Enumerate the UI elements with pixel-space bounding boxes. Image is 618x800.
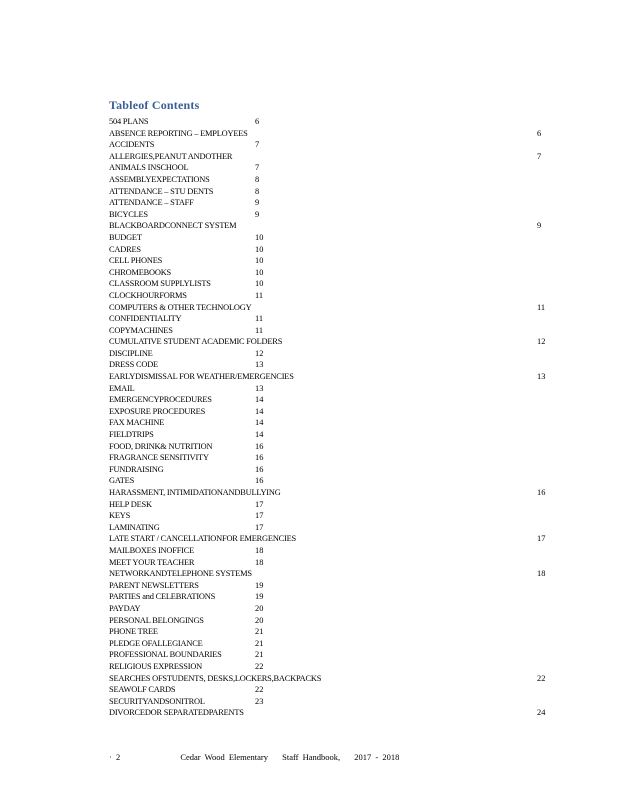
footer-years: 2017 - 2018 — [354, 752, 400, 762]
toc-entry[interactable] — [109, 568, 549, 580]
toc-entry-label: ATTENDANCE – STU DENTS — [109, 186, 214, 196]
toc-entry[interactable] — [109, 290, 549, 302]
toc-entry-label: MEET YOUR TEACHER — [109, 557, 195, 567]
toc-entry-page-number: 17 — [255, 511, 264, 521]
toc-entry-label: PHONE TREE — [109, 627, 158, 637]
toc-entry-page-number: 13 — [255, 383, 264, 393]
toc-entry-label: SEAWOLF CARDS — [109, 685, 176, 695]
toc-entry[interactable] — [109, 151, 549, 163]
toc-entry-page-number: 16 — [537, 488, 546, 497]
toc-entry[interactable] — [109, 464, 549, 476]
toc-entry-label: CONFIDENTIALITY — [109, 314, 182, 324]
toc-entry[interactable] — [109, 696, 549, 708]
toc-entry-page-number: 14 — [255, 418, 264, 428]
toc-entry[interactable] — [109, 406, 549, 418]
toc-entry-page-number: 22 — [255, 685, 264, 695]
toc-entry-label: FRAGRANCE SENSITIVITY — [109, 453, 209, 463]
toc-entry[interactable] — [109, 371, 549, 383]
toc-entry-label: ASSEMBLYEXPECTATIONS — [109, 174, 210, 184]
toc-entry-page-number: 19 — [255, 592, 264, 602]
toc-entry-label: MAILBOXES INOFFICE — [109, 545, 195, 555]
toc-entry-label: CUMULATIVE STUDENT ACADEMIC FOLDERS — [109, 337, 283, 347]
toc-entry-label: CHROMEBOOKS — [109, 267, 172, 277]
toc-entry-label: CLOCKHOURFORMS — [109, 290, 187, 300]
toc-entry-label: ABSENCE REPORTING – EMPLOYEES — [109, 128, 248, 138]
toc-entry[interactable] — [109, 302, 549, 314]
toc-entry[interactable] — [109, 336, 549, 348]
toc-entry-label: ATTENDANCE – STAFF — [109, 198, 194, 208]
toc-entry[interactable] — [109, 591, 549, 603]
toc-entry[interactable] — [109, 325, 549, 337]
toc-entry[interactable] — [109, 475, 549, 487]
toc-entry-label: FUNDRAISING — [109, 464, 164, 474]
toc-entry-label: DIVORCEDOR SEPARATEDPARENTS — [109, 708, 244, 718]
toc-entry-page-number: 10 — [255, 232, 264, 242]
toc-entry-page-number: 16 — [255, 453, 264, 463]
toc-entry-label: EARLYDISMISSAL FOR WEATHER/EMERGENCIES — [109, 372, 294, 382]
toc-entry-page-number: 9 — [537, 221, 542, 231]
toc-entry-label: EXPOSURE PROCEDURES — [109, 406, 206, 416]
toc-entry-label: LAMINATING — [109, 522, 160, 532]
toc-entry-page-number: 17 — [537, 534, 546, 544]
toc-list — [109, 116, 549, 719]
toc-entry[interactable] — [109, 441, 549, 453]
toc-entry-page-number: 13 — [537, 372, 546, 382]
toc-entry-page-number: 21 — [255, 627, 264, 637]
toc-entry[interactable] — [109, 649, 549, 661]
toc-entry-page-number: 18 — [537, 569, 546, 579]
toc-entry-page-number: 18 — [255, 545, 264, 555]
toc-entry-page-number: 9 — [255, 198, 260, 208]
toc-entry[interactable] — [109, 452, 549, 464]
toc-entry[interactable] — [109, 522, 549, 534]
toc-entry-label: LATE START / CANCELLATIONFOR EMERGENCIES — [109, 534, 297, 544]
toc-entry-page-number: 11 — [255, 290, 264, 300]
toc-entry-label: SECURITYANDSONITROL — [109, 696, 205, 706]
toc-entry[interactable] — [109, 533, 549, 545]
toc-entry[interactable] — [109, 580, 549, 592]
toc-entry-page-number: 10 — [255, 279, 264, 289]
toc-entry-page-number: 24 — [537, 708, 546, 718]
toc-entry-label: PROFESSIONAL BOUNDARIES — [109, 650, 222, 660]
toc-entry-page-number: 21 — [255, 638, 264, 648]
toc-entry-page-number: 17 — [255, 499, 264, 509]
toc-entry-page-number: 13 — [255, 360, 264, 370]
toc-entry-page-number: 8 — [255, 186, 260, 196]
toc-entry-page-number: 8 — [255, 174, 260, 184]
toc-entry-label: ANIMALS INSCHOOL — [109, 163, 189, 173]
toc-entry-page-number: 14 — [255, 430, 264, 440]
toc-entry[interactable] — [109, 244, 549, 256]
toc-entry[interactable] — [109, 232, 549, 244]
toc-entry-label: FAX MACHINE — [109, 418, 165, 428]
toc-entry[interactable] — [109, 359, 549, 371]
toc-entry[interactable] — [109, 128, 549, 140]
toc-entry-page-number: 11 — [255, 314, 264, 324]
toc-entry-page-number: 19 — [255, 580, 264, 590]
toc-entry-label: BUDGET — [109, 232, 142, 242]
toc-entry[interactable] — [109, 429, 549, 441]
toc-entry[interactable] — [109, 209, 549, 221]
toc-entry-label: CELL PHONES — [109, 256, 163, 266]
toc-entry-label: HARASSMENT, INTIMIDATIONANDBULLYING — [109, 488, 281, 497]
toc-entry-page-number: 10 — [255, 244, 264, 254]
toc-entry[interactable] — [109, 684, 549, 696]
toc-entry-label: EMAIL — [109, 383, 135, 393]
toc-entry-page-number: 14 — [255, 406, 264, 416]
toc-entry-label: COMPUTERS & OTHER TECHNOLOGY — [109, 302, 252, 312]
toc-entry-label: HELP DESK — [109, 499, 152, 509]
toc-entry-page-number: 11 — [255, 325, 264, 335]
toc-entry[interactable] — [109, 139, 549, 151]
toc-entry-page-number: 20 — [255, 615, 264, 625]
toc-entry[interactable] — [109, 499, 549, 511]
toc-entry[interactable] — [109, 162, 549, 174]
toc-entry-label: SEARCHES OFSTUDENTS, DESKS,LOCKERS,BACKPACKS — [109, 673, 322, 683]
toc-entry[interactable] — [109, 417, 549, 429]
toc-entry-label: ALLERGIES,PEANUT ANDOTHER — [109, 151, 233, 161]
toc-entry[interactable] — [109, 186, 549, 198]
toc-entry[interactable] — [109, 638, 549, 650]
toc-entry[interactable] — [109, 603, 549, 615]
toc-entry[interactable] — [109, 255, 549, 267]
footer-handbook-label: Staff Handbook, — [282, 752, 341, 762]
toc-entry-label: PLEDGE OFALLEGIANCE — [109, 638, 203, 648]
toc-entry-page-number: 10 — [255, 267, 264, 277]
toc-entry-page-number: 12 — [537, 337, 546, 347]
toc-entry-page-number: 7 — [537, 151, 542, 161]
toc-entry-label: CADRES — [109, 244, 141, 254]
toc-entry-label: CLASSROOM SUPPLYLISTS — [109, 279, 211, 289]
toc-entry[interactable] — [109, 615, 549, 627]
toc-entry-label: COPYMACHINES — [109, 325, 173, 335]
toc-entry-page-number: 12 — [255, 348, 264, 358]
toc-entry[interactable] — [109, 267, 549, 279]
toc-entry-label: 504 PLANS — [109, 117, 149, 126]
toc-entry-page-number: 6 — [537, 128, 542, 138]
toc-entry[interactable] — [109, 545, 549, 557]
toc-entry-label: BICYCLES — [109, 209, 148, 219]
toc-entry-page-number: 20 — [255, 603, 264, 613]
toc-entry-label: PERSONAL BELONGINGS — [109, 615, 204, 625]
toc-entry[interactable] — [109, 116, 549, 128]
footer-school-name: Cedar Wood Elementary — [180, 752, 269, 762]
toc-entry[interactable] — [109, 707, 549, 719]
toc-title: Tableof Contents — [109, 98, 200, 112]
toc-entry[interactable] — [109, 394, 549, 406]
toc-entry[interactable] — [109, 487, 549, 499]
toc-entry-page-number: 6 — [255, 117, 260, 126]
toc-entry[interactable] — [109, 661, 549, 673]
toc-entry[interactable] — [109, 383, 549, 395]
toc-entry-page-number: 22 — [255, 661, 264, 671]
toc-entry-page-number: 7 — [255, 163, 260, 173]
toc-entry-page-number: 23 — [255, 696, 264, 706]
toc-entry[interactable] — [109, 626, 549, 638]
toc-entry-page-number: 18 — [255, 557, 264, 567]
toc-entry-page-number: 16 — [255, 441, 264, 451]
toc-entry[interactable] — [109, 348, 549, 360]
toc-entry[interactable] — [109, 197, 549, 209]
toc-entry-label: FOOD, DRINK& NUTRITION — [109, 441, 213, 451]
toc-entry-page-number: 10 — [255, 256, 264, 266]
toc-entry[interactable] — [109, 313, 549, 325]
toc-entry[interactable] — [109, 557, 549, 569]
toc-entry[interactable] — [109, 510, 549, 522]
toc-entry-page-number: 14 — [255, 395, 264, 405]
toc-entry[interactable] — [109, 673, 549, 685]
toc-entry-label: ACCIDENTS — [109, 140, 155, 150]
toc-entry-page-number: 17 — [255, 522, 264, 532]
toc-entry-page-number: 11 — [537, 302, 546, 312]
toc-entry-label: GATES — [109, 476, 135, 486]
toc-entry-label: PARTIES and CELEBRATIONS — [109, 592, 216, 602]
toc-entry-page-number: 16 — [255, 476, 264, 486]
toc-entry-label: RELIGIOUS EXPRESSION — [109, 661, 203, 671]
footer-page-number: · 2 — [109, 752, 121, 762]
toc-entry-label: PARENT NEWSLETTERS — [109, 580, 199, 590]
toc-entry-page-number: 9 — [255, 209, 260, 219]
toc-entry-label: NETWORKANDTELEPHONE SYSTEMS — [109, 569, 252, 579]
toc-entry-page-number: 7 — [255, 140, 260, 150]
page-footer — [109, 752, 409, 762]
toc-entry-label: PAYDAY — [109, 603, 141, 613]
toc-entry-label: DRESS CODE — [109, 360, 158, 370]
toc-entry-label: DISCIPLINE — [109, 348, 153, 358]
toc-entry-page-number: 22 — [537, 673, 546, 683]
toc-entry-label: FIELDTRIPS — [109, 430, 154, 440]
toc-entry-page-number: 16 — [255, 464, 264, 474]
toc-entry-label: BLACKBOARDCONNECT SYSTEM — [109, 221, 237, 231]
toc-entry[interactable] — [109, 220, 549, 232]
toc-entry-label: KEYS — [109, 511, 131, 521]
toc-entry[interactable] — [109, 174, 549, 186]
toc-entry[interactable] — [109, 278, 549, 290]
toc-entry-page-number: 21 — [255, 650, 264, 660]
toc-entry-label: EMERGENCYPROCEDURES — [109, 395, 212, 405]
